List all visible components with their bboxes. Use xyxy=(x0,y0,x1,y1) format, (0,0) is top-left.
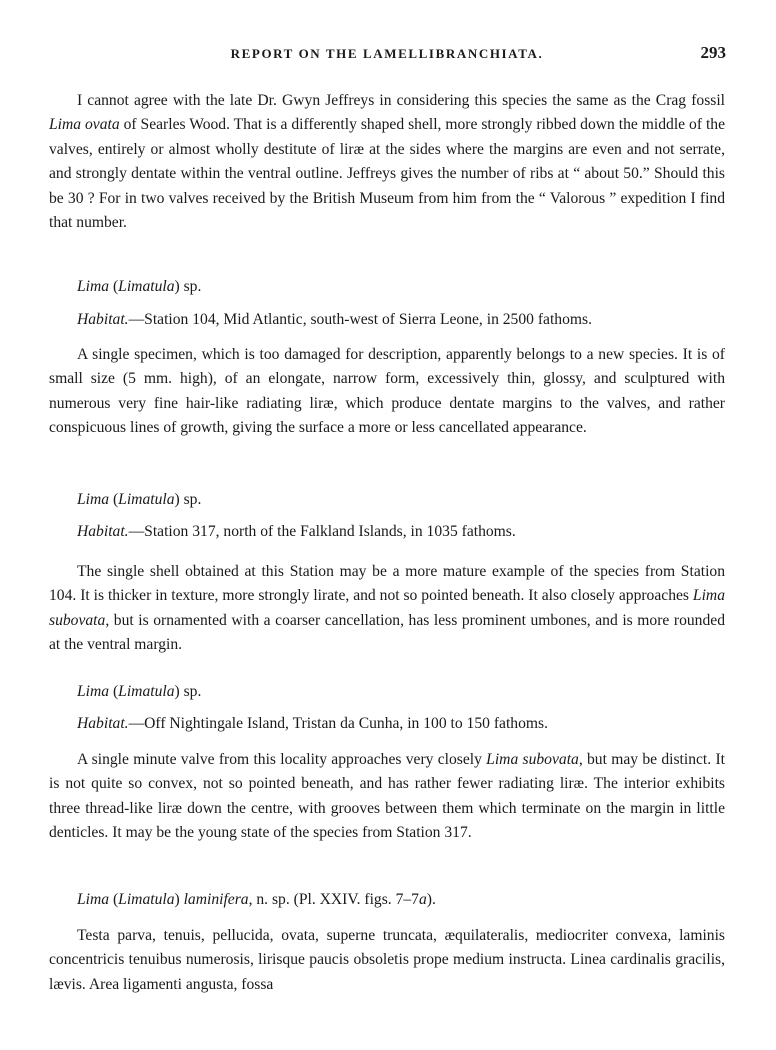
genus: Lima xyxy=(77,278,110,295)
description: A single specimen, which is too damaged for description, apparently belongs to a new species. It is of small size (5 mm. high), of an elongate, narrow form, excessively thin, glossy, and sculptured with numerous very fine hair-like radiating liræ, which produce dentate margins to the valves, and rather conspicuous lines of growth, giving the surface a more or less cancellated appearance. xyxy=(49,346,725,437)
habitat-label: Habitat. xyxy=(77,311,129,328)
species-name: Lima subovata xyxy=(49,587,725,629)
paragraph-2 xyxy=(49,560,725,658)
text: , but may be distinct. It is not quite so convex, not so pointed beneath, and has rather fewer radiating liræ. The interior exhibits three thread-like liræ down the centre, with grooves between them which terminate on the margin in little denticles. It may be the young state of the species from Station 317. xyxy=(49,751,725,842)
species-heading-4: Lima (Limatula) laminifera, n. sp. (Pl. XXIV. figs. 7–7a). xyxy=(77,891,436,908)
paragraph-intro xyxy=(49,89,725,235)
paragraph-3 xyxy=(49,748,725,846)
sp-label: sp. xyxy=(183,278,202,295)
sp-label: sp. xyxy=(183,491,202,508)
subgenus: Limatula xyxy=(118,683,175,700)
species-heading-3: Lima (Limatula) sp. xyxy=(77,683,202,700)
running-header xyxy=(48,43,726,68)
genus: Lima xyxy=(77,491,110,508)
habitat-1 xyxy=(49,308,725,332)
species-epithet: laminifera xyxy=(183,891,249,908)
species-name: Lima ovata xyxy=(49,116,120,134)
latin-description: Testa parva, tenuis, pellucida, ovata, superne truncata, æquilateralis, mediocriter convexa, laminis concentricis tenuibus numerosis, lirisque paucis obsoletis prope medium instructa. Linea cardinalis gracilis, lævis. Area ligamenti angusta, fossa xyxy=(49,927,725,993)
genus: Lima xyxy=(77,683,110,700)
habitat-2 xyxy=(49,520,725,544)
text: A single minute valve from this locality approaches very closely xyxy=(77,751,487,768)
subgenus: Limatula xyxy=(118,278,175,295)
text: , but is ornamented with a coarser cancellation, has less prominent umbones, and is more rounded at the ventral margin. xyxy=(49,611,725,654)
sp-label: sp. xyxy=(183,683,202,700)
text: The single shell obtained at this Station may be a more mature example of the species from Station 104. It is thicker in texture, more strongly lirate, and not so pointed beneath. It also closely approaches xyxy=(49,563,725,605)
subgenus: Limatula xyxy=(118,491,175,508)
paragraph-1 xyxy=(49,343,725,441)
heading-close: ). xyxy=(426,891,436,908)
habitat-label: Habitat. xyxy=(77,523,129,540)
text: I cannot agree with the late Dr. Gwyn Jeffreys in considering this species the same as the Crag fossil xyxy=(77,92,725,109)
genus: Lima xyxy=(77,891,110,908)
running-title: REPORT ON THE LAMELLIBRANCHIATA. xyxy=(230,46,544,61)
heading-suffix: , n. sp. (Pl. XXIV. figs. 7–7 xyxy=(248,891,419,908)
species-heading-1: Lima (Limatula) sp. xyxy=(77,278,202,295)
species-heading-2: Lima (Limatula) sp. xyxy=(77,491,202,508)
text: of Searles Wood. That is a differently shaped shell, more strongly ribbed down the middle of the valves, entirely or almost wholly destitute of liræ at the sides where the margins are even and not serrate, and strongly dentate within the ventral outline. Jeffreys gives the number of ribs at “ about 50.” Should this be 30 ? For in two valves received by the British Museum from him from the “ Valorous ” expedition I find that number. xyxy=(49,116,726,232)
subgenus: Limatula xyxy=(118,891,175,908)
page-number: 293 xyxy=(700,43,726,62)
paragraph-4 xyxy=(49,924,725,997)
species-name: Lima subovata xyxy=(486,751,579,768)
habitat-text: —Off Nightingale Island, Tristan da Cunha, in 100 to 150 fathoms. xyxy=(128,715,548,732)
habitat-3 xyxy=(49,712,725,736)
habitat-label: Habitat. xyxy=(77,715,129,732)
figure-letter: a xyxy=(418,891,427,908)
habitat-text: —Station 104, Mid Atlantic, south-west of Sierra Leone, in 2500 fathoms. xyxy=(128,311,592,328)
habitat-text: —Station 317, north of the Falkland Islands, in 1035 fathoms. xyxy=(128,523,516,540)
